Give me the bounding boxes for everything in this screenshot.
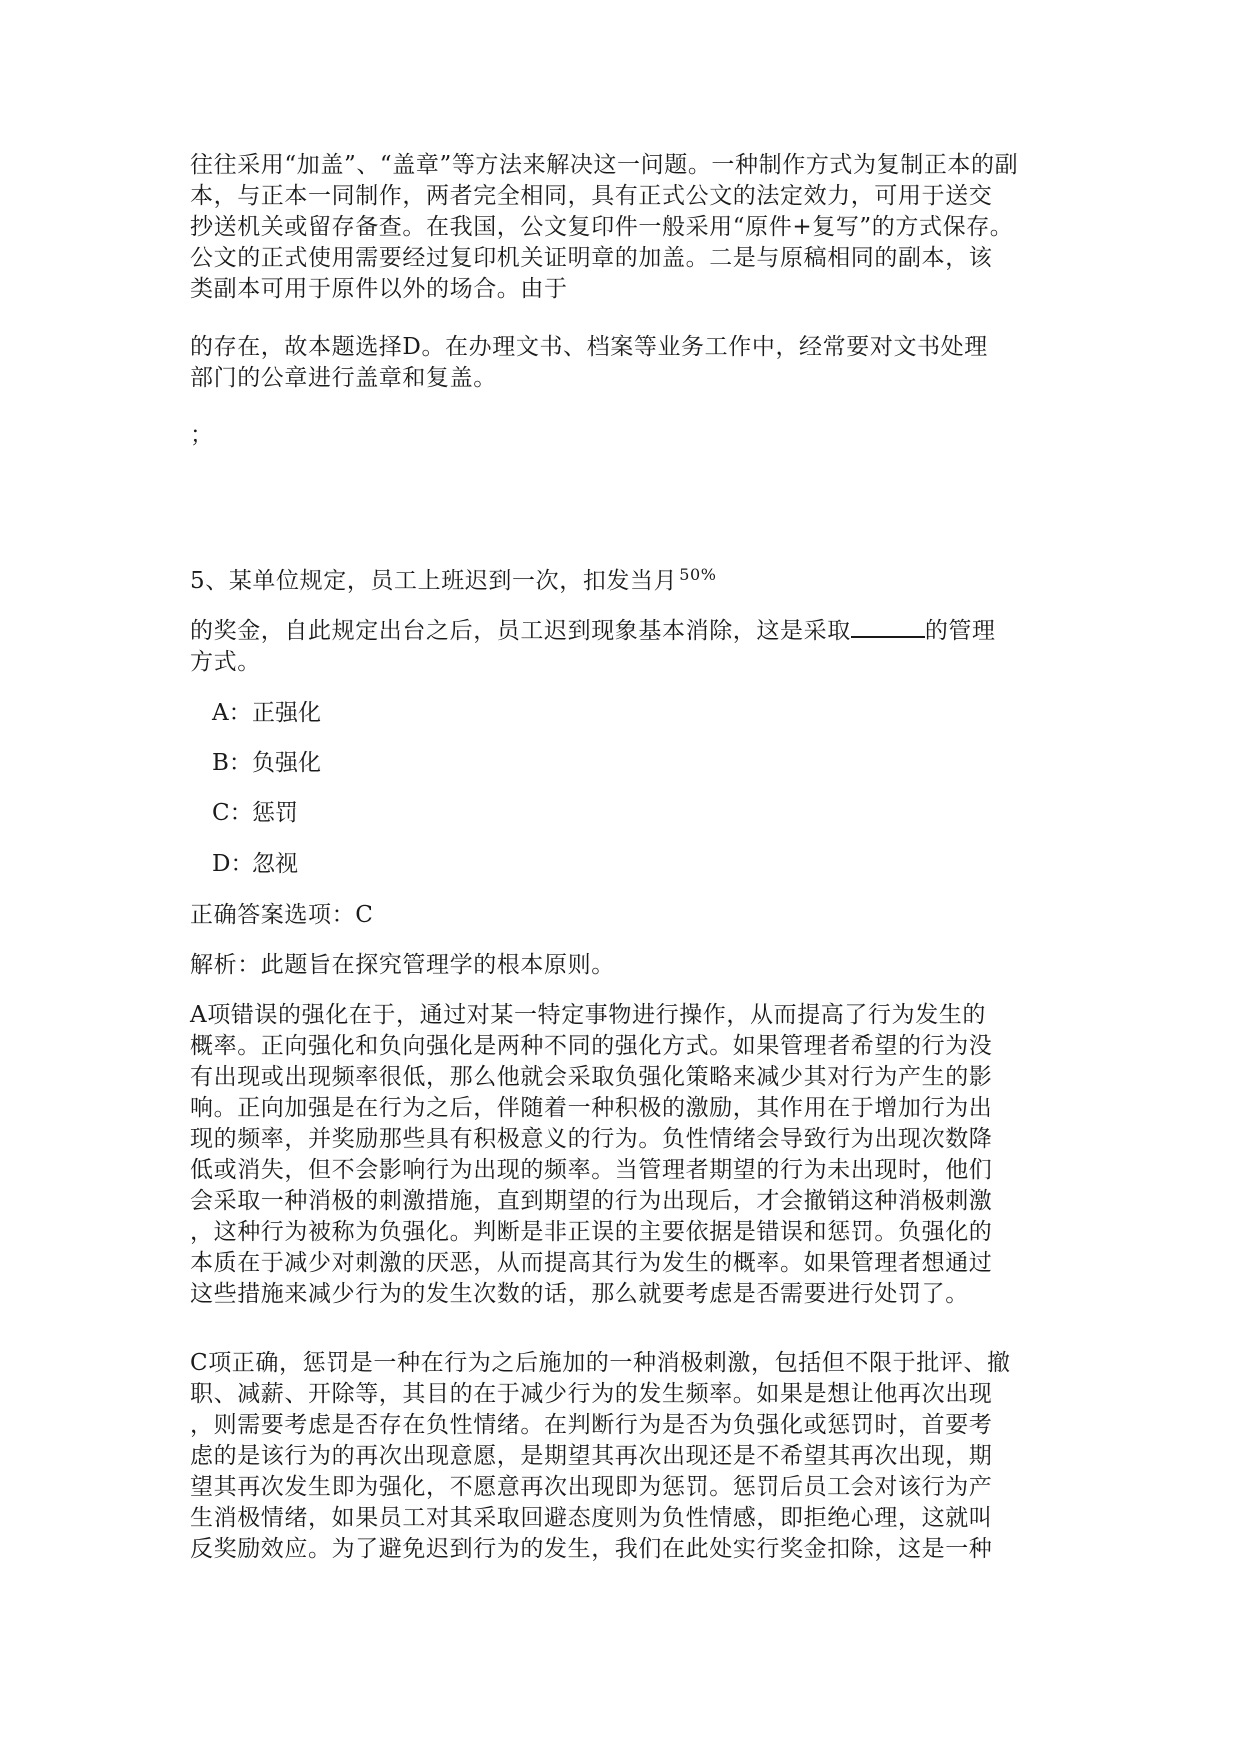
intro-line: 本，与正本一同制作，两者完全相同，具有正式公文的法定效力，可用于送交 bbox=[190, 183, 993, 209]
semicolon: ； bbox=[190, 422, 214, 448]
analysis-a-line: 这些措施来减少行为的发生次数的话，那么就要考虑是否需要进行处罚了。 bbox=[190, 1281, 969, 1307]
conclusion-paragraph bbox=[190, 332, 1050, 394]
analysis-intro bbox=[190, 950, 1050, 981]
option-text: 负强化 bbox=[252, 750, 321, 776]
question-line-2 bbox=[190, 616, 1050, 678]
analysis-a-line: 响。正向加强是在行为之后，伴随着一种积极的激励，其作用在于增加行为出 bbox=[190, 1095, 993, 1121]
analysis-c-line: 反奖励效应。为了避免迟到行为的发生，我们在此处实行奖金扣除，这是一种 bbox=[190, 1536, 993, 1562]
question-line-1 bbox=[190, 566, 1050, 598]
semicolon-line bbox=[190, 420, 1050, 451]
analysis-a-line: 有出现或出现频率很低，那么他就会采取负强化策略来减少其对行为产生的影 bbox=[190, 1064, 993, 1090]
option-text: 惩罚 bbox=[252, 800, 298, 826]
analysis-a-line: ，这种行为被称为负强化。判断是非正误的主要依据是错误和惩罚。负强化的 bbox=[190, 1219, 993, 1245]
option-key: D： bbox=[212, 851, 254, 877]
analysis-a-paragraph bbox=[190, 1000, 1050, 1310]
analysis-a-line: 本质在于减少对刺激的厌恶，从而提高其行为发生的概率。如果管理者想通过 bbox=[190, 1250, 993, 1276]
conclusion-line: 部门的公章进行盖章和复盖。 bbox=[190, 365, 497, 391]
option-key: B： bbox=[212, 750, 252, 776]
analysis-a-line: 现的频率，并奖励那些具有积极意义的行为。负性情绪会导致行为出现次数降 bbox=[190, 1126, 993, 1152]
answer-line bbox=[190, 900, 1050, 931]
answer-text: 正确答案选项：C bbox=[190, 902, 374, 928]
option-a bbox=[212, 698, 321, 729]
analysis-c-line: ，则需要考虑是否存在负性情绪。在判断行为是否为负强化或惩罚时，首要考 bbox=[190, 1412, 993, 1438]
analysis-a-line: 概率。正向强化和负向强化是两种不同的强化方式。如果管理者希望的行为没 bbox=[190, 1033, 993, 1059]
intro-line: 抄送机关或留存备查。在我国，公文复印件一般采用“原件+复写”的方式保存。 bbox=[190, 214, 1014, 240]
question-text-before-blank: 的奖金，自此规定出台之后，员工迟到现象基本消除，这是采取 bbox=[190, 618, 851, 644]
analysis-intro-text: 解析：此题旨在探究管理学的根本原则。 bbox=[190, 952, 615, 978]
analysis-c-line: 职、减薪、开除等，其目的在于减少行为的发生频率。如果是想让他再次出现 bbox=[190, 1381, 993, 1407]
option-text: 忽视 bbox=[252, 851, 298, 877]
analysis-a-line: 低或消失，但不会影响行为出现的频率。当管理者期望的行为未出现时，他们 bbox=[190, 1157, 993, 1183]
intro-paragraph bbox=[190, 150, 1050, 305]
analysis-c-paragraph bbox=[190, 1348, 1050, 1565]
option-key: A： bbox=[212, 700, 252, 726]
question-text-after-blank: 的管理 bbox=[924, 618, 996, 644]
conclusion-line: 的存在，故本题选择D。在办理文书、档案等业务工作中，经常要对文书处理 bbox=[190, 334, 988, 360]
intro-line: 类副本可用于原件以外的场合。由于 bbox=[190, 276, 568, 302]
analysis-a-line: 会采取一种消极的刺激措施，直到期望的行为出现后，才会撤销这种消极刺激 bbox=[190, 1188, 993, 1214]
option-d bbox=[212, 849, 298, 880]
option-key: C： bbox=[212, 800, 253, 826]
option-b bbox=[212, 748, 321, 779]
question-text: 5、某单位规定，员工上班迟到一次，扣发当月 bbox=[190, 568, 678, 594]
answer-blank bbox=[851, 616, 925, 638]
analysis-c-line: 生消极情绪，如果员工对其采取回避态度则为负性情感，即拒绝心理，这就叫 bbox=[190, 1505, 993, 1531]
intro-line: 往往采用“加盖”、“盖章”等方法来解决这一问题。一种制作方式为复制正本的副 bbox=[190, 152, 1019, 178]
question-percent: 50% bbox=[679, 565, 717, 584]
analysis-c-line: 虑的是该行为的再次出现意愿，是期望其再次出现还是不希望其再次出现，期 bbox=[190, 1443, 993, 1469]
question-line-3: 方式。 bbox=[190, 649, 261, 675]
intro-line: 公文的正式使用需要经过复印机关证明章的加盖。二是与原稿相同的副本，该 bbox=[190, 245, 993, 271]
option-c bbox=[212, 798, 298, 829]
analysis-c-line: 望其再次发生即为强化，不愿意再次出现即为惩罚。惩罚后员工会对该行为产 bbox=[190, 1474, 993, 1500]
analysis-c-line: C项正确，惩罚是一种在行为之后施加的一种消极刺激，包括但不限于批评、撤 bbox=[190, 1350, 1011, 1376]
analysis-a-line: A项错误的强化在于，通过对某一特定事物进行操作，从而提高了行为发生的 bbox=[190, 1002, 987, 1028]
option-text: 正强化 bbox=[252, 700, 321, 726]
